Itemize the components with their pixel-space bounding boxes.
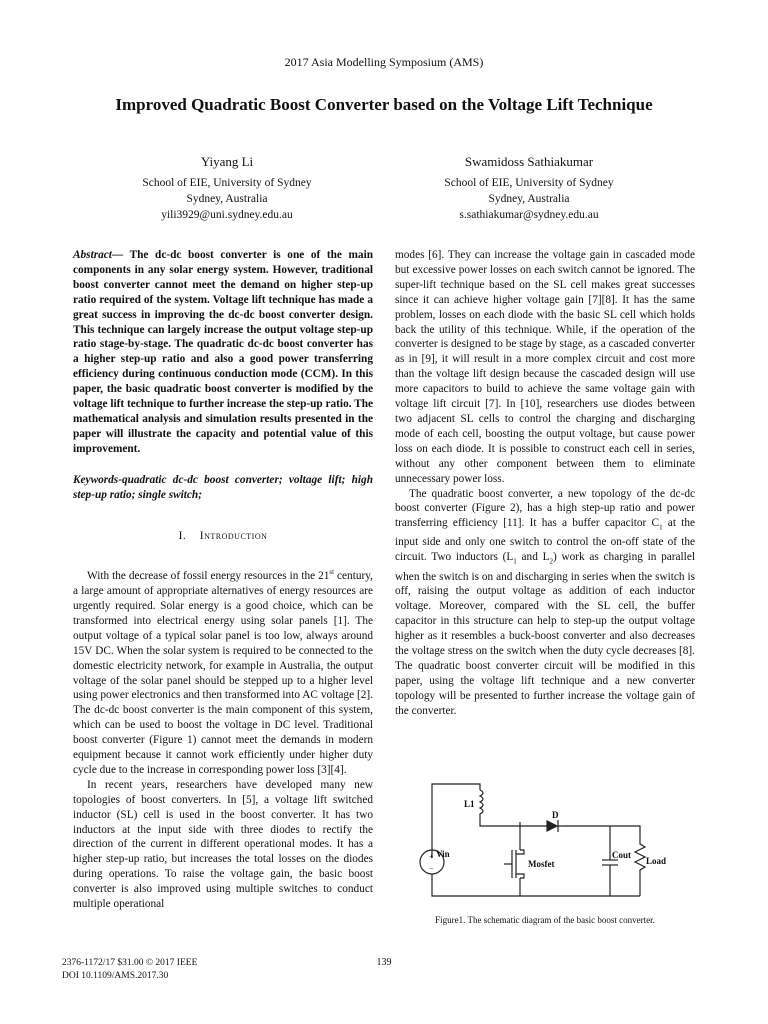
- text-run: at the input side and only one switch to control the on-off state of the circuit. Two inductors (L: [395, 517, 695, 564]
- author-affiliation: School of EIE, University of Sydney: [444, 177, 614, 189]
- paragraph-4: [395, 487, 695, 719]
- paragraph-2: In recent years, researchers have developed many new topologies of boost converters. In [5], a voltage lift switched inductor (SL) cell is used in the boost converter. It has two inductors at the input side with three diodes to rectify the direction of the current in different operational modes. It has a higher step-up ratio, but increases the total losses on the diodes during operations. To raise the voltage gain, the basic boost converter is also improved using multiple switches to conduct multiple operational: [73, 778, 373, 911]
- abstract: [73, 248, 373, 457]
- paper-title: Improved Quadratic Boost Converter based on the Voltage Lift Technique: [115, 95, 653, 114]
- superscript: st: [329, 568, 335, 577]
- author-block-2: [379, 153, 679, 224]
- footer-line-1: 2376-1172/17 $31.00 © 2017 IEEE: [62, 958, 198, 968]
- label-load: Load: [646, 856, 667, 866]
- subscript: 1: [513, 557, 517, 566]
- diode-d: [547, 821, 557, 831]
- keywords: Keywords-quadratic dc-dc boost converter; voltage lift; high step-up ratio; single switch;: [73, 473, 373, 501]
- label-l1: L1: [464, 799, 475, 809]
- author-email: s.sathiakumar@sydney.edu.au: [459, 209, 599, 222]
- wire: [432, 784, 480, 858]
- section-title: Introduction: [199, 529, 268, 542]
- paragraph-3: modes [6]. They can increase the voltage gain in cascaded mode but excessive power losses on each switch cannot be ignored. The super-lift technique based on the SL cell makes great successes since it can achieve higher voltage gain [7][8]. It has the same problem, losses on each diode with the basic SL cell which holds back the utility of this technique. While, if the operation of the converter is designed to be stage by stage, as a cascaded converter as in [9], it will result in a more complex circuit and cost more than the voltage lift design because the cascaded design will use more capacitors to build to achieve the same voltage gain with voltage lift circuit [7]. In [10], researchers use diodes between two adjacent SL cells to control the charging and discharging mode of each cell, boosting the output voltage, but cause power loss on each diode. It is possible to construct each cell in series, without any other component between them to eliminate unnecessary power loss.: [395, 249, 695, 485]
- left-column: [73, 248, 373, 912]
- footer-doi: DOI 10.1109/AMS.2017.30: [62, 971, 169, 981]
- wire: [563, 826, 640, 838]
- svg-text:−: −: [429, 864, 434, 873]
- abstract-lead: Abstract—: [73, 249, 124, 261]
- boost-converter-schematic: [412, 778, 682, 908]
- label-cout: Cout: [612, 850, 632, 860]
- abstract-text: The dc-dc boost converter is one of the main components in any solar energy system. However, traditional boost converter cannot meet the demand on higher step-up ratio required of the system. Voltage lift technique has made a great success in improving the dc-dc boost converter design. This technique can largely increase the output voltage step-up ratio stage-by-stage. The quadratic dc-dc boost converter has a higher step-up ratio and also a good power transferring efficiency during continuous conduction mode (CCM). In this paper, the basic quadratic boost converter is modified by the voltage lift technique to further increase the step-up ratio. The mathematical analysis and simulation results presented in the paper will illustrate the capacity and potential value of this improvement.: [73, 249, 373, 455]
- text-run: With the decrease of fossil energy resources in the 21: [87, 570, 330, 583]
- schematic-svg: [412, 778, 682, 908]
- text-run: The quadratic boost converter, a new topology of the dc-dc boost converter (Figure 2), has a high step-up ratio and power transferring efficiency [11]. It has a buffer capacitor C: [395, 487, 695, 530]
- section-number: I.: [178, 529, 187, 542]
- label-vin: Vin: [436, 849, 450, 859]
- section-heading: [73, 529, 373, 544]
- label-mosfet: Mosfet: [528, 859, 555, 869]
- subscript: 2: [549, 557, 553, 566]
- author-location: Sydney, Australia: [488, 193, 570, 206]
- label-d: D: [552, 810, 559, 820]
- author-block-1: [77, 153, 377, 224]
- author-name: Yiyang Li: [200, 154, 254, 169]
- text-run: and L: [516, 551, 550, 564]
- page-number: 139: [376, 957, 392, 968]
- inductor-l1: [480, 790, 520, 826]
- author-affiliation: School of EIE, University of Sydney: [142, 177, 312, 189]
- text-run: ) work as charging in parallel when the switch is on and discharging in series when the switch is off, raising the output voltage as addition of each inductor voltage. Moreover, compared with the SL cell, the buffer capacitor in this structure can help to step-up the output voltage higher as it resembles a buck-boost converter and also decreases the voltage stress on the switch when the duty cycle decreases [8]. The quadratic boost converter circuit will be modified in this paper, using the voltage lift technique and a new converter topology will be presented to further increase the voltage gain of the converter.: [395, 551, 695, 717]
- author-email: yili3929@uni.sydney.edu.au: [161, 209, 293, 222]
- conference-name: 2017 Asia Modelling Symposium (AMS): [284, 55, 484, 69]
- text-run: century, a large amount of appropriate alternatives of energy resources are urgently required. Solar energy is a good choice, which can be transformed into electrical energy using solar panels [1]. The output voltage of a typical solar panel is too low, always around 15V DC. When the solar system is required to be connected to the domestic electricity network, for example in Australia, the output voltage of the solar panel should be stepped up to a higher level using power electronics and then transformed into AC voltage [2]. The dc-dc boost converter is the main component of this system, which can be used to boost the voltage in DC level. Traditional boost converter (Figure 1) cannot meet the demands in modern equipment because it cannot work efficiently under higher duty cycle due to the increase in corresponding power loss [3][4].: [73, 570, 373, 776]
- author-name: Swamidoss Sathiakumar: [464, 154, 594, 169]
- paragraph-1: [73, 565, 373, 777]
- svg-text:+: +: [429, 852, 434, 861]
- load-resistor: [635, 838, 645, 896]
- ground-wire: [432, 874, 640, 896]
- figure-caption: Figure1. The schematic diagram of the basic boost converter.: [435, 915, 655, 925]
- author-location: Sydney, Australia: [186, 193, 268, 206]
- subscript: 1: [659, 523, 663, 532]
- right-column: [395, 248, 695, 719]
